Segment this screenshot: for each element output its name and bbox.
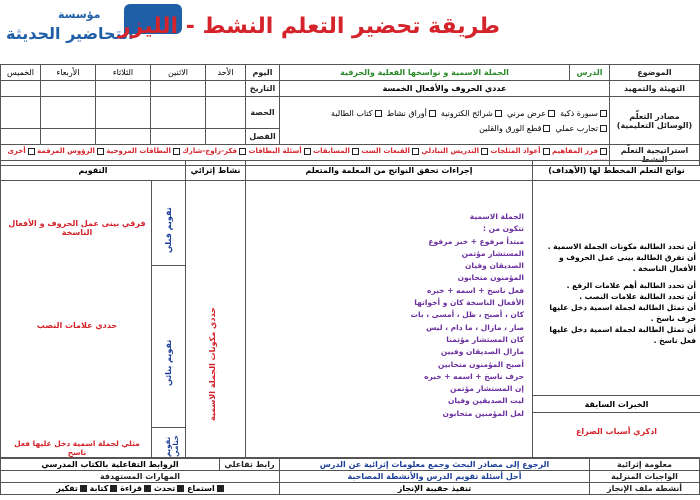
checkbox-icon[interactable] [600, 148, 607, 155]
enrich-label: معلومة إثرائية [590, 459, 700, 471]
lesson-label: الدرس [570, 65, 610, 81]
procedures-list: الجملة الاسمية تتكون من : مبتدأ مرفوع + خبر مرفوع المستشار مؤتمن الصديقان وفيان المؤمنون متحابون فعل ناسخ + اسمه + خبره الأفعال الناسخة كان و أخواتها كان ، أصبح ، ظل ، أمسى ، بات صار ، مازال ، ما دام ، ليس كان المستشار مؤتمنا مازال الصديقان وفيين أصبح المؤمنون متحابين حرف ناسخ + اسمه + خبره إن المستشار مؤتمن ليت الصديقين وفيان لعل المؤمنين متحابون [410, 212, 524, 418]
strategies-label: استراتيجية التعلّم النشط [610, 145, 700, 166]
activity-header: نشاط إثرائي [186, 161, 245, 181]
checkbox-icon[interactable] [543, 125, 550, 132]
page-header [0, 0, 700, 62]
day-label: اليوم [246, 65, 280, 81]
assessment-types [151, 181, 185, 459]
lesson-info-table [0, 64, 700, 166]
pre-assessment-label: تقويم قبلي [164, 207, 173, 253]
link-label: رابط تفاعلي [220, 459, 280, 471]
skills-list: استماع تحدث قراءة كتابة تفكير [1, 483, 280, 495]
footer-table [0, 458, 700, 495]
checkbox-icon[interactable] [304, 148, 311, 155]
homework-label: الواجبات المنزلية [590, 471, 700, 483]
prior-knowledge-text: اذكري أسباب الصراع [575, 427, 658, 436]
checkbox-icon[interactable] [144, 485, 151, 492]
checkbox-icon[interactable] [28, 148, 35, 155]
day-tuesday: الثلاثاء [96, 65, 151, 81]
checkbox-icon[interactable] [173, 148, 180, 155]
class-label: الفصل [246, 129, 280, 145]
sources-label: مصادر التعلّم (الوسائل التعليمية) [610, 97, 700, 145]
summative-assessment-text: مثلي لجملة اسمية دخل عليها فعل ناسخ [14, 439, 140, 457]
pre-assessment-text: فرقي بينى عمل الحروف و الأفعال الناسخة [8, 219, 146, 237]
objectives-header: نواتج التعلم المخطط لها (الأهداف) [533, 161, 700, 181]
activity-text: حددي مكونات الجملة الاسمية [208, 307, 217, 421]
assessment-column [0, 161, 185, 459]
strategies-list: فرز المفاهيم أعواد المثلجات التدريس التبادلي القبعات الست المسابقات أسئلة البطاقات فكر-زاوج-شارك البطاقات المروحية الرؤوس المرقمة أخرى ..... [1, 145, 610, 166]
logo-title: التحاضير الحديثة [6, 24, 134, 43]
checkbox-icon[interactable] [548, 110, 555, 117]
enrich-text: الرجوع إلى مصادر البحث وجمع معلومات إثرائية عن الدرس [280, 459, 590, 471]
subject-value: الجملة الاسمية و نواسخها الفعلية والحرفية [280, 65, 570, 81]
file-label: أنشطة ملف الإنجاز [590, 483, 700, 495]
date-label: التاريخ [246, 81, 280, 97]
file-text: تنفيذ حقيبة الإنجاز [280, 483, 590, 495]
checkbox-icon[interactable] [495, 110, 502, 117]
checkbox-icon[interactable] [80, 485, 87, 492]
formative-assessment-text: حددي علامات النصب [36, 321, 118, 330]
day-monday: الاثنين [151, 65, 206, 81]
intro-label: التهيئة والتمهيد [610, 81, 700, 97]
checkbox-icon[interactable] [97, 148, 104, 155]
objectives-list: أن تحدد الطالبة مكونات الجملة الاسمية . أن تفرق الطالبة بينى عمل الحروف و الأفعال الناسخة . أن تحدد الطالبة أهم علامات الرفع . أن تحدد الطالبة علامات النصب . أن تمثل الطالبة لجملة اسمية دخل عليها حرف ناسخ . أن تمثل الطالبة لجملة اسمية دخل عليها فعل ناسخ . [547, 242, 696, 345]
link-text: الروابط التفاعلية بالكتاب المدرسي [1, 459, 220, 471]
intro-value: عددي الحروف والأفعال الخمسة [280, 81, 610, 97]
checkbox-icon[interactable] [412, 148, 419, 155]
subject-label: الموضوع [610, 65, 700, 81]
procedures-header: إجراءات تحقق النواتج من المعلمة والمتعلم [246, 161, 532, 181]
checkbox-icon[interactable] [600, 125, 607, 132]
checkbox-icon[interactable] [543, 148, 550, 155]
checkbox-icon[interactable] [239, 148, 246, 155]
checkbox-icon[interactable] [481, 148, 488, 155]
summative-assessment-label: تقويم ختامي [164, 435, 180, 457]
day-sunday: الأحد [206, 65, 246, 81]
logo-subtitle: مؤسسة [58, 8, 101, 21]
assessment-header: التقويم [1, 161, 185, 181]
day-thursday: الخميس [1, 65, 41, 81]
day-wednesday: الأربعاء [41, 65, 96, 81]
period-label: الحصة [246, 97, 280, 129]
objectives-column [532, 161, 700, 459]
sources-list: سبورة ذكية عرض مرني شرائح الكترونية أوراق نشاط كتاب الطالبة تجارب عملي قطع الورق والقلين [280, 97, 610, 145]
prior-knowledge-header: الخبرات السابقة [533, 395, 700, 413]
skills-label: المهارات المستهدفة [1, 471, 280, 483]
checkbox-icon[interactable] [217, 485, 224, 492]
formative-assessment-label: تقويم بنائي [164, 339, 173, 386]
activity-column [185, 161, 245, 459]
homework-text: أحل أسئلة تقويم الدرس والأنشطة المصاحبة [280, 471, 590, 483]
procedures-column [245, 161, 532, 459]
checkbox-icon[interactable] [429, 110, 436, 117]
lesson-main-grid [0, 160, 700, 458]
checkbox-icon[interactable] [600, 110, 607, 117]
checkbox-icon[interactable] [110, 485, 117, 492]
page-title: طريقة تحضير التعلم النشط - الليزر [117, 14, 500, 39]
checkbox-icon[interactable] [352, 148, 359, 155]
checkbox-icon[interactable] [375, 110, 382, 117]
checkbox-icon[interactable] [177, 485, 184, 492]
